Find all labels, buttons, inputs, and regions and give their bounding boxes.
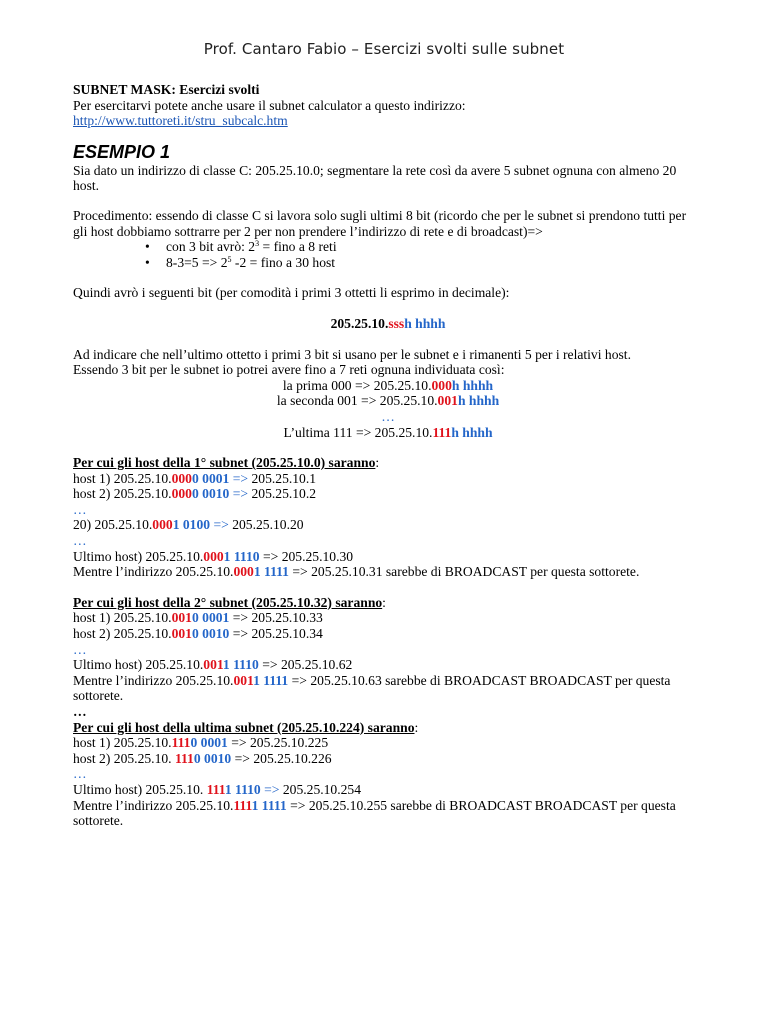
- section-title: Per cui gli host della 1° subnet (205.25.10.0) saranno:: [73, 455, 380, 471]
- host-line: Ultimo host) 205.25.10.0001 1110 => 205.25.10.30: [73, 548, 354, 564]
- ellipsis: …: [73, 533, 87, 549]
- bullet-item: • $8-3=5 => 2^5$ -2 = fino a 30 host: [73, 255, 703, 271]
- broadcast-line: Mentre l’indirizzo 205.25.10.1111 1111 => 205.25.10.255 sarebbe di BROADCAST BROADCAST per questa sottorete.: [73, 797, 676, 829]
- section-title: Per cui gli host della ultima subnet (205.25.10.224) saranno:: [73, 719, 419, 735]
- section-title: Per cui gli host della 2° subnet (205.25.10.32) saranno:: [73, 594, 386, 610]
- bit-pattern: 205.25.10.sssh hhhh: [330, 315, 446, 331]
- page-header: Prof. Cantaro Fabio – Esercizi svolti sulle subnet: [203, 40, 565, 58]
- host-line: host 2) 205.25.10.0010 0010 => 205.25.10.34: [73, 626, 323, 642]
- broadcast-line: Mentre l’indirizzo 205.25.10.0001 1111 => 205.25.10.31 sarebbe di BROADCAST per questa sottorete.: [73, 564, 640, 580]
- explanation-line: Ad indicare che nell’ultimo ottetto i primi 3 bit si usano per le subnet e i rimanenti 5 per i relativi host.: [73, 346, 631, 362]
- ellipsis: …: [73, 501, 87, 517]
- broadcast-line: Mentre l’indirizzo 205.25.10.0011 1111 => 205.25.10.63 sarebbe di BROADCAST BROADCAST per questa sottorete.: [73, 672, 671, 704]
- ellipsis: …: [381, 408, 395, 424]
- problem-statement: Sia dato un indirizzo di classe C: 205.25.10.0; segmentare la rete così da avere 5 subnet ognuna con almeno 20 host.: [73, 162, 677, 194]
- host-line: host 2) 205.25.10.0000 0010 => 205.25.10.2: [73, 486, 317, 502]
- subnet-line: L’ultima 111 => 205.25.10.111h hhhh: [283, 424, 493, 440]
- host-line: Ultimo host) 205.25.10. 1111 1110 => 205.25.10.254: [73, 781, 362, 797]
- host-line: 20) 205.25.10.0001 0100 => 205.25.10.20: [73, 517, 304, 533]
- intro-line: Per esercitarvi potete anche usare il subnet calculator a questo indirizzo:: [73, 97, 466, 113]
- bullet-item: • con 3 bit avrò: $2^3$ = fino a 8 reti: [73, 239, 703, 255]
- intro-heading: SUBNET MASK: Esercizi svolti: [73, 82, 260, 97]
- explanation-line: Essendo 3 bit per le subnet io potrei avere fino a 7 reti ognuna individuata così:: [73, 362, 505, 378]
- subnet-line: la seconda 001 => 205.25.10.001h hhhh: [276, 393, 500, 409]
- document-body: [73, 82, 703, 829]
- bits-intro: Quindi avrò i seguenti bit (per comodità i primi 3 ottetti li esprimo in decimale):: [73, 285, 510, 301]
- procedure-bullets: [73, 239, 703, 270]
- ellipsis: …: [73, 641, 87, 657]
- host-line: Ultimo host) 205.25.10.0011 1110 => 205.25.10.62: [73, 657, 353, 673]
- subnet-calculator-link[interactable]: http://www.tuttoreti.it/stru_subcalc.htm: [73, 113, 288, 129]
- host-line: host 2) 205.25.10. 1110 0010 => 205.25.10.226: [73, 750, 332, 766]
- ellipsis: …: [73, 704, 87, 719]
- host-line: host 1) 205.25.10.0000 0001 => 205.25.10.1: [73, 470, 317, 486]
- host-line: host 1) 205.25.10.1110 0001 => 205.25.10.225: [73, 735, 329, 751]
- example-title: ESEMPIO 1: [73, 141, 171, 162]
- subnet-line: la prima 000 => 205.25.10.000h hhhh: [282, 377, 494, 393]
- ellipsis: …: [73, 766, 87, 782]
- host-line: host 1) 205.25.10.0010 0001 => 205.25.10.33: [73, 610, 323, 626]
- procedure-text: Procedimento: essendo di classe C si lavora solo sugli ultimi 8 bit (ricordo che per le subnet si prendono tutti per gli host dobbiamo sottrarre per 2 per non prendere l’indirizzo di rete e di broadcast)=>: [73, 207, 687, 239]
